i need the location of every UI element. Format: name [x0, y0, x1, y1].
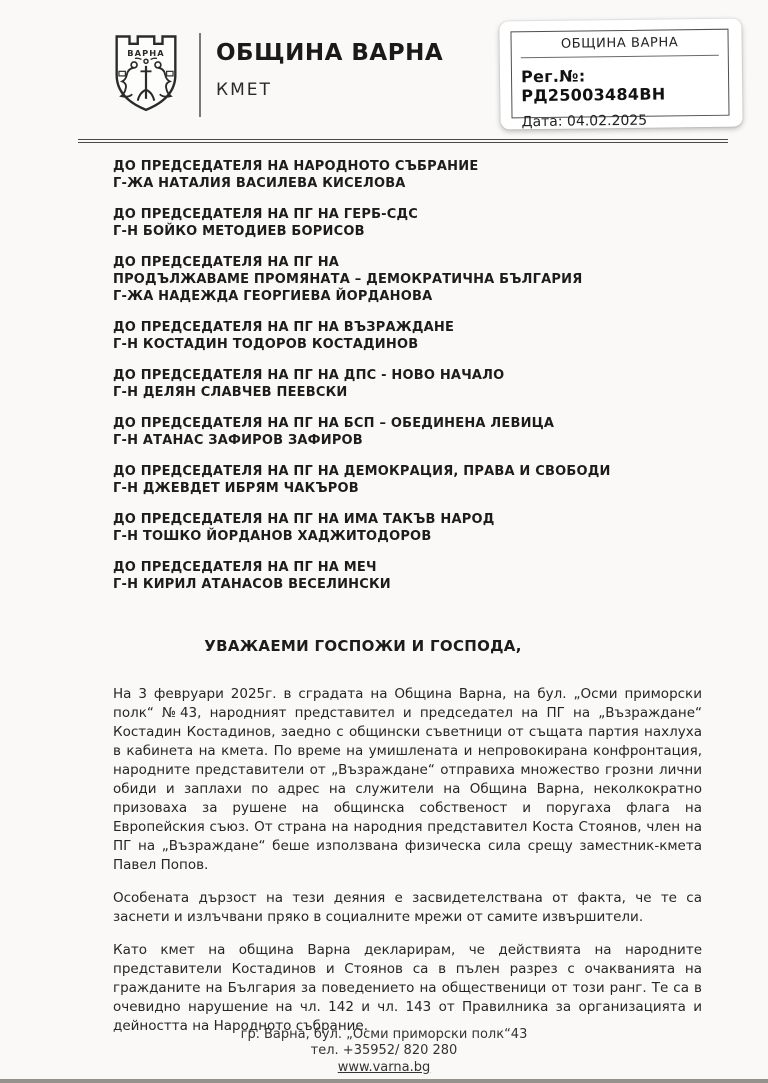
- recipient-line: ДО ПРЕДСЕДАТЕЛЯ НА ПГ НА ВЪЗРАЖДАНЕ: [113, 320, 455, 335]
- stamp-reg-number: Рег.№: РД25003484ВН: [520, 66, 666, 106]
- varna-coat-of-arms-icon: [113, 30, 179, 120]
- footer-address: гр. Варна, бул. „Осми приморски полк“43: [240, 1027, 528, 1042]
- recipient-line: ДО ПРЕДСЕДАТЕЛЯ НА ПГ НА МЕЧ: [113, 560, 377, 575]
- recipient-line: ДО ПРЕДСЕДАТЕЛЯ НА ПГ НА ГЕРБ-СДС: [113, 207, 419, 222]
- body-paragraph: На 3 февруари 2025г. в сградата на Община Варна, на бул. „Осми приморски полк“ №43, народният представител и председател на ПГ на „Възраждане“ Костадин Костадинов, заедно с общински съветници от същата партия нахлуха в кабинета на кмета. По време на умишлената и непровокирана конфронтация, народните представители от „Възраждане“ отправиха множество грозни лични обиди и заплахи по адрес на служители на Община Варна, неколкократно призоваха за рушене на общинска собственост и поругаха флага на Европейския съюз. От страна на народния представител Коста Стоянов, член на ПГ на „Възраждане“ беше използвана физическа сила срещу заместник-кмета Павел Попов.: [113, 686, 702, 873]
- recipient-line: Г-Н ДЖЕВДЕТ ИБРЯМ ЧАКЪРОВ: [113, 481, 359, 496]
- footer-website-link[interactable]: www.varna.bg: [337, 1060, 431, 1075]
- recipient-block: [113, 254, 673, 305]
- recipient-line: ДО ПРЕДСЕДАТЕЛЯ НА ПГ НА ДПС - НОВО НАЧАЛО: [113, 368, 505, 383]
- recipient-block: [113, 511, 673, 545]
- recipient-line: ДО ПРЕДСЕДАТЕЛЯ НА ПГ НА ИМА ТАКЪВ НАРОД: [113, 512, 495, 527]
- recipient-line: ДО ПРЕДСЕДАТЕЛЯ НА ПГ НА БСП – ОБЕДИНЕНА ЛЕВИЦА: [113, 416, 555, 431]
- recipient-line: Г-ЖА НАТАЛИЯ ВАСИЛЕВА КИСЕЛОВА: [113, 176, 406, 191]
- recipient-line: Г-Н БОЙКО МЕТОДИЕВ БОРИСОВ: [113, 224, 365, 239]
- recipient-block: [113, 158, 673, 192]
- scan-bottom-edge: [0, 1079, 768, 1083]
- recipient-block: [113, 415, 673, 449]
- letter-footer: [0, 1027, 768, 1076]
- recipient-block: [113, 206, 673, 240]
- org-name: ОБЩИНА ВАРНА: [216, 40, 444, 66]
- recipient-line: Г-Н АТАНАС ЗАФИРОВ ЗАФИРОВ: [113, 433, 363, 448]
- header-separator-rule: [78, 139, 728, 143]
- header-divider: [199, 33, 201, 117]
- recipient-line: Г-Н ДЕЛЯН СЛАВЧЕВ ПЕЕВСКИ: [113, 385, 348, 400]
- letter-body: [113, 685, 702, 1050]
- stamp-date: Дата: 04.02.2025: [521, 112, 648, 131]
- recipient-block: [113, 559, 673, 593]
- recipient-line: ДО ПРЕДСЕДАТЕЛЯ НА ПГ НА ДЕМОКРАЦИЯ, ПРАВА И СВОБОДИ: [113, 464, 611, 479]
- recipient-line: Г-Н КОСТАДИН ТОДОРОВ КОСТАДИНОВ: [113, 337, 419, 352]
- recipient-line: ПРОДЪЛЖАВАМЕ ПРОМЯНАТА – ДЕМОКРАТИЧНА БЪЛГАРИЯ: [113, 272, 583, 287]
- registration-sticker: [499, 19, 742, 130]
- footer-phone: тел. +35952/ 820 280: [310, 1043, 458, 1058]
- recipient-line: ДО ПРЕДСЕДАТЕЛЯ НА ПГ НА: [113, 255, 340, 270]
- body-paragraph: Като кмет на община Варна декларирам, че действията на народните представители Костадинов и Стоянов са в пълен разрез с очакванията на гражданите на България за поведението на общественици от този ранг. Те са в очевидно нарушение на чл. 142 и чл. 143 от Правилника за организацията и дейността на Народното събрание.: [113, 942, 702, 1034]
- logo-label: ВАРНА: [127, 47, 165, 58]
- recipient-line: Г-ЖА НАДЕЖДА ГЕОРГИЕВА ЙОРДАНОВА: [113, 289, 433, 304]
- recipient-line: ДО ПРЕДСЕДАТЕЛЯ НА НАРОДНОТО СЪБРАНИЕ: [113, 159, 479, 174]
- recipient-list: [113, 158, 673, 607]
- stamp-org-name: ОБЩИНА ВАРНА: [521, 35, 719, 58]
- recipient-line: Г-Н ТОШКО ЙОРДАНОВ ХАДЖИТОДОРОВ: [113, 529, 432, 544]
- registration-stamp-box: [510, 29, 729, 131]
- recipient-block: [113, 367, 673, 401]
- salutation: УВАЖАЕМИ ГОСПОЖИ И ГОСПОДА,: [204, 637, 522, 655]
- recipient-block: [113, 319, 673, 353]
- recipient-block: [113, 463, 673, 497]
- body-paragraph: Особената дързост на тези деяния е засвидетелствана от факта, че те са заснети и излъчвани пряко в социалните мрежи от самите извършители.: [113, 890, 702, 925]
- org-role: КМЕТ: [216, 80, 272, 100]
- recipient-line: Г-Н КИРИЛ АТАНАСОВ ВЕСЕЛИНСКИ: [113, 577, 391, 592]
- letterhead: [113, 30, 443, 120]
